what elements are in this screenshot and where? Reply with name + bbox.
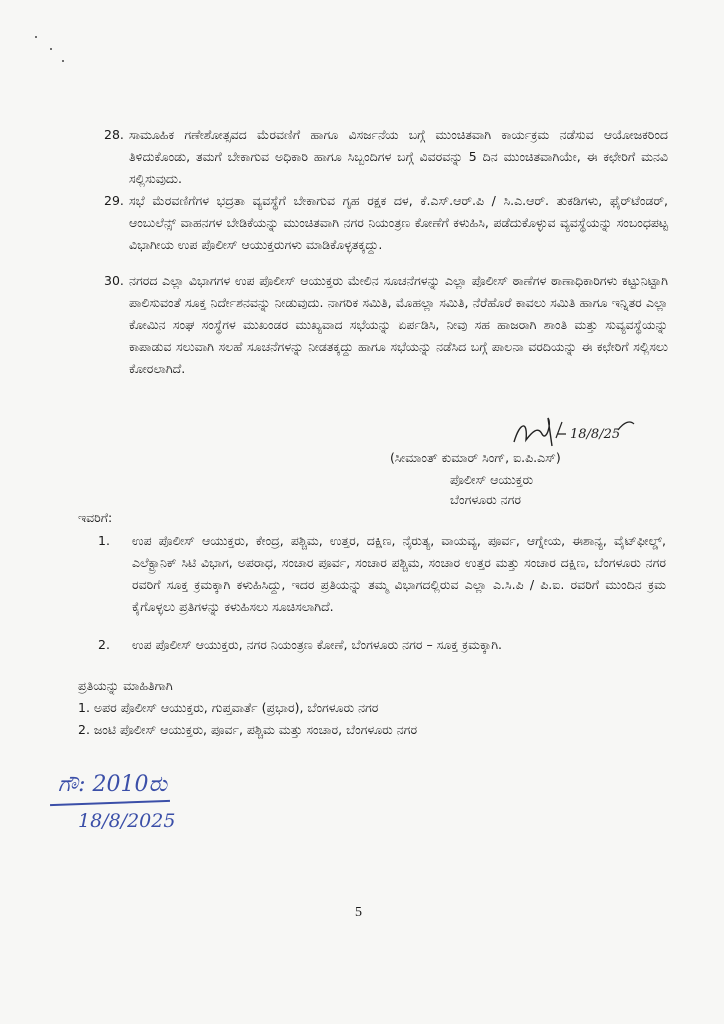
signature-scribble: [508, 412, 638, 452]
signatory-name: (ಸೀಮಾಂತ್ ಕುಮಾರ್ ಸಿಂಗ್, ಐ.ಪಿ.ಎಸ್): [390, 450, 561, 465]
item-30: [78, 270, 668, 380]
scan-speck: [50, 48, 52, 50]
item-number: 29.: [104, 193, 124, 208]
recipient-number: 1.: [98, 533, 110, 548]
item-28: [78, 124, 668, 190]
recipient-text: ಉಪ ಪೊಲೀಸ್ ಆಯುಕ್ತರು, ಕೇಂದ್ರ, ಪಶ್ಚಿಮ, ಉತ್ತರ, ದಕ್ಷಿಣ, ನೈರುತ್ಯ, ವಾಯವ್ಯ, ಪೂರ್ವ, ಆಗ್ನೇಯ, ಈಶಾನ್ಯ, ವೈಟ್‌ಫೀಲ್ಡ್, ಎಲೆಕ್ಟ್ರಾನಿಕ್ ಸಿಟಿ ವಿಭಾಗ, ಅಪರಾಧ, ಸಂಚಾರ ಪೂರ್ವ, ಸಂಚಾರ ಪಶ್ಚಿಮ, ಸಂಚಾರ ಉತ್ತರ ಮತ್ತು ಸಂಚಾರ ದಕ್ಷಿಣ, ಬೆಂಗಳೂರು ನಗರ ರವರಿಗೆ ಸೂಕ್ತ ಕ್ರಮಕ್ಕಾಗಿ ಕಳುಹಿಸಿದ್ದು, ಇದರ ಪ್ರತಿಯನ್ನು ತಮ್ಮ ವಿಭಾಗದಲ್ಲಿರುವ ಎಲ್ಲಾ ಎ.ಸಿ.ಪಿ / ಪಿ.ಐ. ರವರಿಗೆ ಮುಂದಿನ ಕ್ರಮ ಕೈಗೊಳ್ಳಲು ಪ್ರತಿಗಳನ್ನು ಕಳುಹಿಸಲು ಸೂಚಿಸಲಾಗಿದೆ.: [132, 533, 666, 614]
signature-date: 18/8/25: [570, 427, 621, 442]
scan-speck: [62, 60, 64, 62]
stamp-underline: [50, 800, 170, 806]
handwritten-stamp: [50, 770, 190, 840]
recipient-number: 2.: [98, 637, 110, 652]
scan-speck: [35, 36, 37, 38]
item-29: [78, 190, 668, 256]
recipients-label: ಇವರಿಗೆ:: [78, 510, 113, 525]
item-text: ನಗರದ ಎಲ್ಲಾ ವಿಭಾಗಗಳ ಉಪ ಪೊಲೀಸ್ ಆಯುಕ್ತರು ಮೇಲಿನ ಸೂಚನೆಗಳನ್ನು ಎಲ್ಲಾ ಪೊಲೀಸ್ ಠಾಣೆಗಳ ಠಾಣಾಧಿಕಾರಿಗಳು ಕಟ್ಟುನಿಟ್ಟಾಗಿ ಪಾಲಿಸುವಂತೆ ಸೂಕ್ತ ನಿರ್ದೇಶನವನ್ನು ನೀಡುವುದು. ನಾಗರಿಕ ಸಮಿತಿ, ಮೊಹಲ್ಲಾ ಸಮಿತಿ, ನೆರೆಹೊರೆ ಕಾವಲು ಸಮಿತಿ ಹಾಗೂ ಇನ್ನಿತರ ಎಲ್ಲಾ ಕೋಮಿನ ಸಂಘ ಸಂಸ್ಥೆಗಳ ಮುಖಂಡರ ಮುಖ್ಯವಾದ ಸಭೆಯನ್ನು ಏರ್ಪಡಿಸಿ, ನೀವು ಸಹ ಹಾಜರಾಗಿ ಶಾಂತಿ ಮತ್ತು ಸುವ್ಯವಸ್ಥೆಯನ್ನು ಕಾಪಾಡುವ ಸಲುವಾಗಿ ಸಲಹೆ ಸೂಚನೆಗಳನ್ನು ನೀಡತಕ್ಕದ್ದು ಹಾಗೂ ಸಭೆಯನ್ನು ನಡೆಸಿದ ಬಗ್ಗೆ ಪಾಲನಾ ವರದಿಯನ್ನು ಈ ಕಛೇರಿಗೆ ಸಲ್ಲಿಸಲು ಕೋರಲಾಗಿದೆ.: [129, 273, 668, 376]
item-text: ಸಾಮೂಹಿಕ ಗಣೇಶೋತ್ಸವದ ಮೆರವಣಿಗೆ ಹಾಗೂ ವಿಸರ್ಜನೆಯ ಬಗ್ಗೆ ಮುಂಚಿತವಾಗಿ ಕಾರ್ಯಕ್ರಮ ನಡೆಸುವ ಆಯೋಜಕರಿಂದ ತಿಳಿದುಕೊಂಡು, ತಮಗೆ ಬೇಕಾಗುವ ಅಧಿಕಾರಿ ಹಾಗೂ ಸಿಬ್ಬಂದಿಗಳ ಬಗ್ಗೆ ವಿವರವನ್ನು 5 ದಿನ ಮುಂಚಿತವಾಗಿಯೇ, ಈ ಕಛೇರಿಗೆ ಮನವಿ ಸಲ್ಲಿಸುವುದು.: [129, 127, 668, 186]
copy-label: ಪ್ರತಿಯನ್ನು ಮಾಹಿತಿಗಾಗಿ: [78, 678, 173, 693]
item-number: 30.: [104, 273, 124, 288]
page-number: 5: [355, 905, 362, 920]
item-text: ಸಭೆ ಮೆರವಣಿಗೆಗಳ ಭದ್ರತಾ ವ್ಯವಸ್ಥೆಗೆ ಬೇಕಾಗುವ ಗೃಹ ರಕ್ಷಕ ದಳ, ಕೆ.ಎಸ್.ಆರ್.ಪಿ / ಸಿ.ಎ.ಆರ್. ತುಕಡಿಗಳು, ಫೈರ್‌ಟೆಂಡರ್, ಆಂಬುಲೆನ್ಸ್ ವಾಹನಗಳ ಬೇಡಿಕೆಯನ್ನು ಮುಂಚಿತವಾಗಿ ನಗರ ನಿಯಂತ್ರಣ ಕೋಣೆಗೆ ಕಳುಹಿಸಿ, ಪಡೆದುಕೊಳ್ಳುವ ವ್ಯವಸ್ಥೆಯನ್ನು ಸಂಬಂಧಪಟ್ಟ ವಿಭಾಗೀಯ ಉಪ ಪೊಲೀಸ್ ಆಯುಕ್ತರುಗಳು ಮಾಡಿಕೊಳ್ಳತಕ್ಕದ್ದು.: [129, 193, 668, 252]
recipient-item-1: [98, 530, 666, 618]
recipient-item-2: [98, 634, 666, 656]
stamp-line-2: 18/8/2025: [78, 810, 176, 832]
signatory-office: ಬೆಂಗಳೂರು ನಗರ: [450, 492, 521, 507]
stamp-line-1: ಗೌ: 2010ರು: [58, 772, 168, 797]
copy-item-1: 1. ಅಪರ ಪೊಲೀಸ್ ಆಯುಕ್ತರು, ಗುಪ್ತವಾರ್ತೆ (ಪ್ರಭಾರ), ಬೆಂಗಳೂರು ನಗರ: [78, 700, 379, 715]
recipient-text: ಉಪ ಪೊಲೀಸ್ ಆಯುಕ್ತರು, ನಗರ ನಿಯಂತ್ರಣ ಕೋಣೆ, ಬೆಂಗಳೂರು ನಗರ – ಸೂಕ್ತ ಕ್ರಮಕ್ಕಾಗಿ.: [132, 637, 503, 652]
item-number: 28.: [104, 127, 124, 142]
signatory-designation: ಪೊಲೀಸ್ ಆಯುಕ್ತರು: [450, 472, 534, 487]
copy-item-2: 2. ಜಂಟಿ ಪೊಲೀಸ್ ಆಯುಕ್ತರು, ಪೂರ್ವ, ಪಶ್ಚಿಮ ಮತ್ತು ಸಂಚಾರ, ಬೆಂಗಳೂರು ನಗರ: [78, 722, 418, 737]
